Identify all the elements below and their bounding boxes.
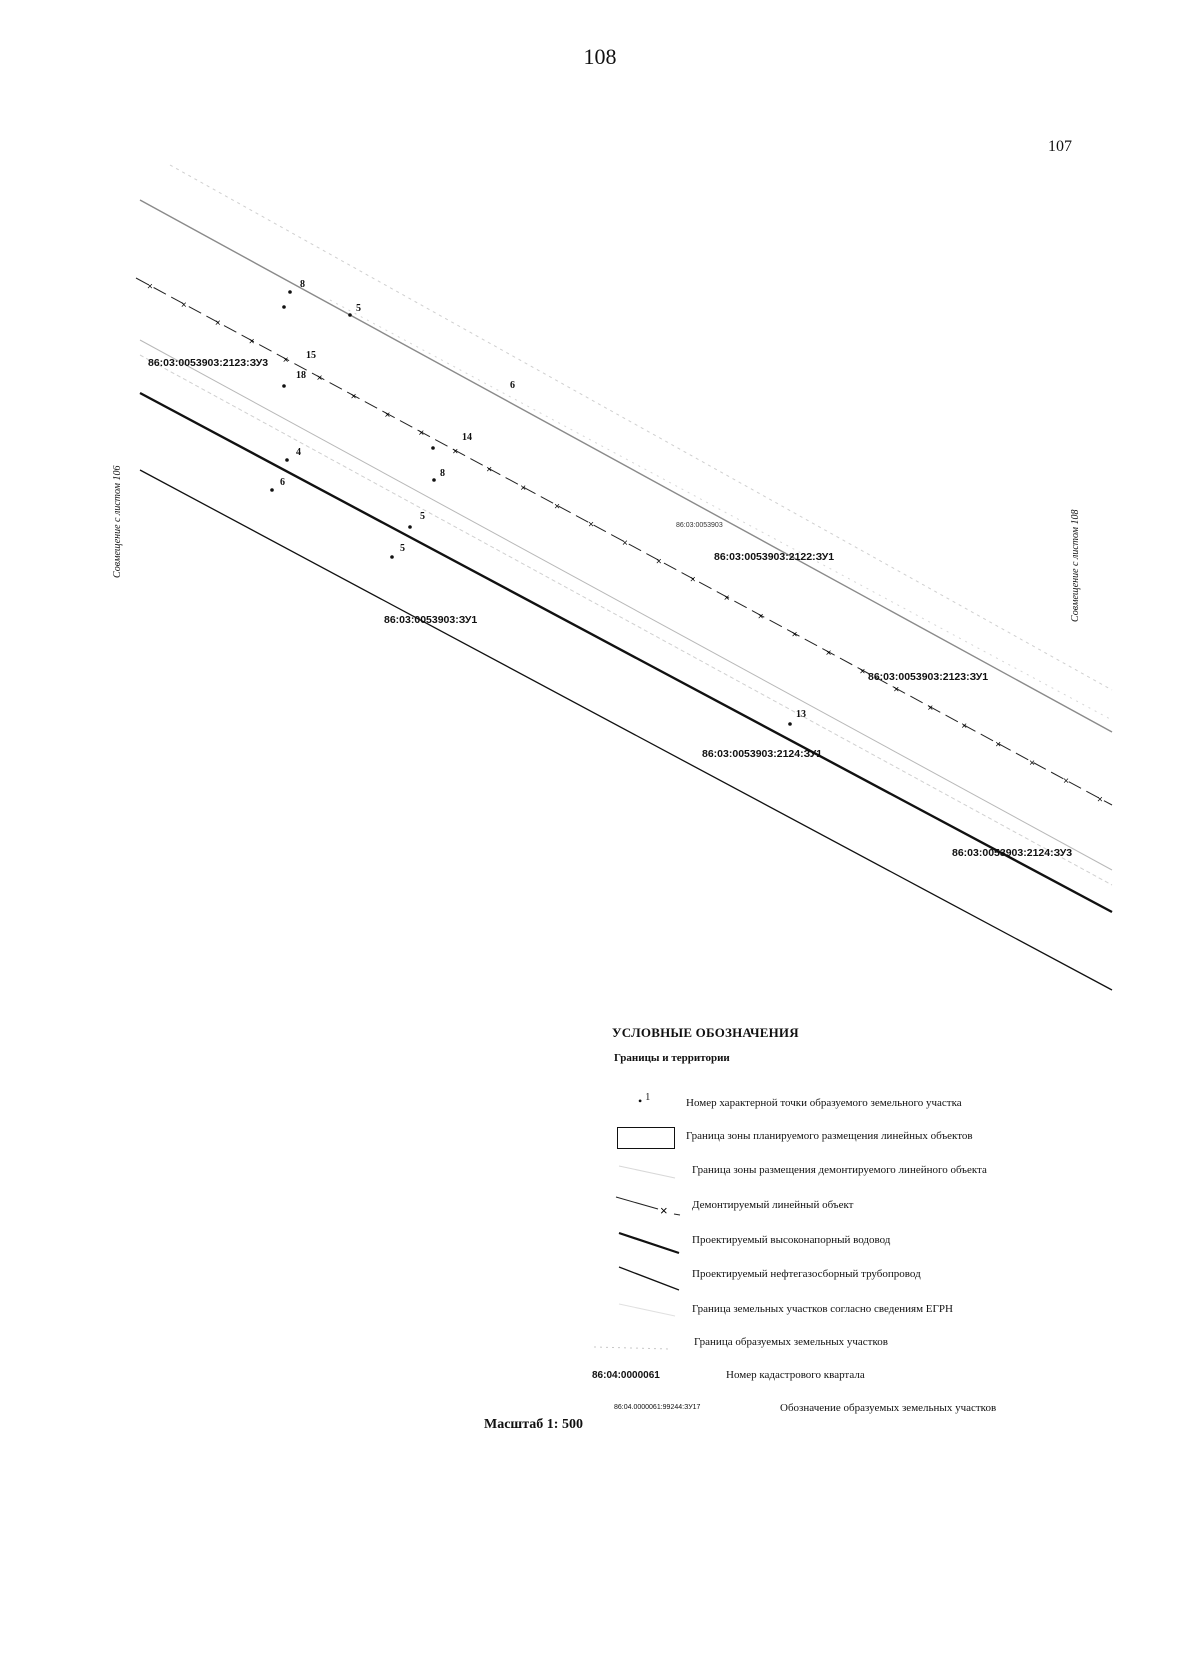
point-label: 13 — [796, 709, 806, 720]
match-note-left: Совмещение с листом 106 — [112, 465, 123, 578]
point-marker — [282, 305, 286, 309]
svg-text:×: × — [660, 1203, 668, 1218]
parcel-code-sample: 86:04.0000061:99244:ЗУ17 — [614, 1404, 701, 1411]
faint-line-icon — [617, 1300, 677, 1320]
faint-dotted-line-icon — [592, 1335, 672, 1351]
quarter-code-sample: 86:04:0000061 — [592, 1370, 660, 1381]
x-mark: × — [1029, 757, 1035, 769]
point-label: 4 — [296, 447, 301, 458]
legend-label: Демонтируемый линейный объект — [692, 1199, 854, 1211]
x-mark: × — [180, 299, 187, 311]
point-marker — [285, 458, 289, 462]
point-label: 15 — [306, 350, 316, 361]
x-mark: × — [893, 684, 900, 696]
point-label: 5 — [356, 303, 361, 314]
parcel-label: 86:03:0053903:2123:ЗУ3 — [148, 357, 269, 369]
x-mark: × — [995, 739, 1002, 751]
quarter-label: 86:03:0053903 — [676, 522, 723, 529]
x-mark: × — [147, 281, 153, 293]
match-note-right: Совмещение с листом 108 — [1070, 509, 1081, 622]
legend-label: Номер характерной точки образуемого земельного участка — [686, 1097, 962, 1109]
x-mark: × — [452, 446, 459, 458]
formed-parcel-boundary — [170, 165, 1112, 690]
legend-label: Номер кадастрового квартала — [726, 1369, 865, 1381]
legend-label: Граница земельных участков согласно сведениям ЕГРН — [692, 1303, 953, 1315]
point-label: 6 — [280, 477, 285, 488]
point-marker — [408, 525, 412, 529]
x-mark: × — [554, 501, 560, 513]
parcel-label: 86:03:0053903:2123:ЗУ1 — [868, 671, 989, 683]
point-label: 6 — [510, 380, 515, 391]
x-mark: × — [384, 409, 391, 421]
point-label: 18 — [296, 370, 306, 381]
map-scale: Масштаб 1: 500 — [484, 1417, 583, 1432]
x-mark: × — [927, 702, 934, 714]
x-mark: × — [757, 611, 764, 623]
x-mark: × — [418, 428, 425, 440]
point-marker — [288, 290, 292, 294]
legend-label: Граница зоны планируемого размещения линейных объектов — [686, 1130, 973, 1142]
x-mark: × — [1097, 794, 1103, 806]
point-label: 5 — [400, 543, 405, 554]
x-mark: × — [486, 464, 493, 476]
point-label: 14 — [462, 432, 472, 443]
thin-line-icon — [617, 1264, 681, 1294]
dismantled-object-x-marks — [147, 282, 1103, 806]
x-mark: × — [825, 647, 832, 659]
legend-label: Граница зоны размещения демонтируемого линейного объекта — [692, 1164, 987, 1176]
formed-parcel-boundary — [140, 355, 1112, 885]
x-mark: × — [316, 373, 323, 385]
sheet-number: 107 — [1048, 138, 1072, 155]
point-dot-icon: • — [638, 1094, 643, 1108]
x-mark: × — [1063, 776, 1069, 788]
x-mark: × — [214, 318, 221, 330]
x-mark: × — [689, 574, 696, 586]
point-marker — [270, 488, 274, 492]
parcel-label: 86:03:0053903:ЗУ1 — [384, 614, 478, 626]
formed-parcel-boundary — [140, 340, 1112, 870]
legend-label: Проектируемый высоконапорный водовод — [692, 1234, 891, 1246]
x-mark: × — [520, 483, 527, 495]
legend-label: Проектируемый нефтегазосборный трубопровод — [692, 1268, 921, 1280]
x-mark: × — [248, 336, 255, 348]
x-mark: × — [961, 721, 968, 733]
point-marker — [432, 478, 436, 482]
x-mark: × — [655, 556, 662, 568]
dash-x-line-icon — [614, 1193, 684, 1219]
point-label: 5 — [420, 511, 425, 522]
point-marker — [431, 446, 435, 450]
x-mark: × — [282, 354, 289, 366]
point-label: 8 — [440, 468, 445, 479]
legend-title: УСЛОВНЫЕ ОБОЗНАЧЕНИЯ — [612, 1025, 799, 1040]
legend-label: Обозначение образуемых земельных участков — [780, 1402, 997, 1414]
legend-subtitle: Границы и территории — [614, 1052, 730, 1064]
parcel-label: 86:03:0053903:2122:ЗУ1 — [714, 551, 835, 563]
x-mark: × — [723, 592, 730, 604]
point-marker — [390, 555, 394, 559]
legend-label: Граница образуемых земельных участков — [694, 1336, 888, 1348]
point-marker — [348, 313, 352, 317]
x-mark: × — [859, 666, 866, 678]
point-marker — [788, 722, 792, 726]
x-mark: × — [622, 538, 628, 549]
x-mark: × — [588, 519, 594, 531]
page-number: 108 — [583, 44, 617, 69]
x-mark: × — [350, 391, 357, 403]
faint-line-icon — [617, 1162, 677, 1182]
x-mark: × — [791, 629, 798, 641]
thick-line-icon — [617, 1230, 681, 1256]
legend-point-symbol: • $^1$ — [638, 1092, 651, 1108]
parcel-label: 86:03:0053903:2124:ЗУ3 — [952, 847, 1073, 859]
parcel-label: 86:03:0053903:2124:ЗУ1 — [702, 748, 823, 760]
characteristic-points — [270, 290, 792, 726]
zone-rectangle-icon — [617, 1127, 675, 1149]
point-marker — [282, 384, 286, 388]
point-label: 8 — [300, 279, 305, 290]
